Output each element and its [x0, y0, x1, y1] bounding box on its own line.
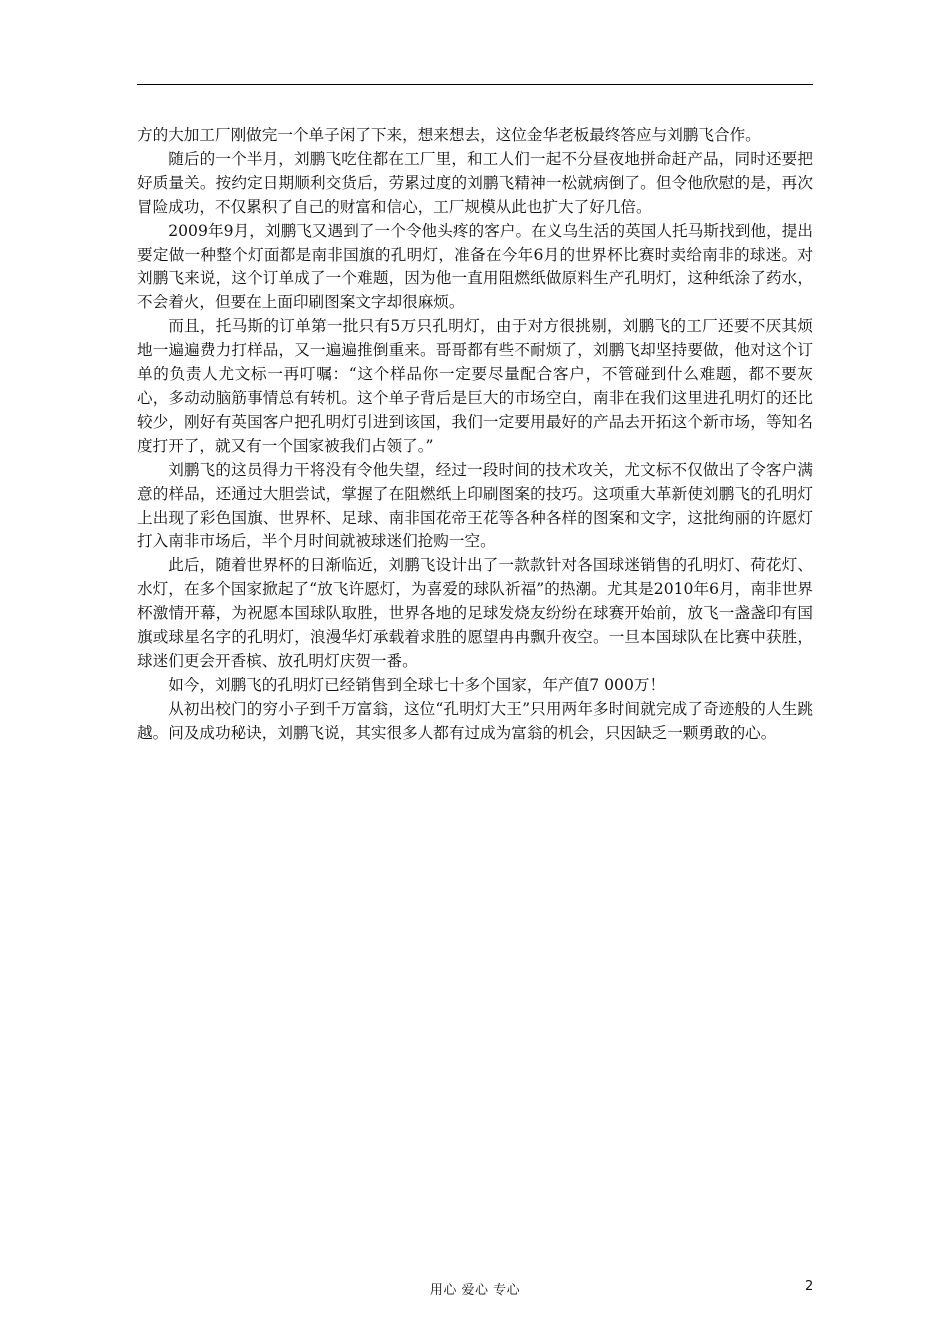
footer-motto: 用心 爱心 专心 [429, 1283, 521, 1298]
paragraph: 随后的一个半月，刘鹏飞吃住都在工厂里，和工人们一起不分昼夜地拼命赶产品，同时还要把好质量关。按约定日期顺利交货后，劳累过度的刘鹏飞精神一松就病倒了。但令他欣慰的是，再次冒险成功，不仅累积了自己的财富和信心，工厂规模从此也扩大了好几倍。 [137, 149, 813, 216]
paragraph: 刘鹏飞的这员得力干将没有令他失望，经过一段时间的技术攻关，尤文标不仅做出了令客户满意的样品，还通过大胆尝试，掌握了在阻燃纸上印刷图案的技巧。这项重大革新使刘鹏飞的孔明灯上出现了彩色国旗、世界杯、足球、南非国花帝王花等各种各样的图案和文字，这批绚丽的许愿灯打入南非市场后，半个月时间就被球迷们抢购一空。 [137, 460, 813, 551]
paragraph: 2009年9月，刘鹏飞又遇到了一个令他头疼的客户。在义乌生活的英国人托马斯找到他，提出要定做一种整个灯面都是南非国旗的孔明灯，准备在今年6月的世界杯比赛时卖给南非的球迷。对刘鹏飞来说，这个订单成了一个难题，因为他一直用阻燃纸做原料生产孔明灯，这种纸涂了药水，不会着火，但要在上面印刷图案文字却很麻烦。 [137, 221, 813, 312]
paragraph-continued: 方的大加工厂刚做完一个单子闲了下来，想来想去，这位金华老板最终答应与刘鹏飞合作。 [137, 126, 761, 144]
paragraph: 如今，刘鹏飞的孔明灯已经销售到全球七十多个国家，年产值7 000万！ [168, 675, 666, 694]
paragraph: 而且，托马斯的订单第一批只有5万只孔明灯，由于对方很挑剔，刘鹏飞的工厂还要不厌其烦地一遍遍费力打样品，又一遍遍推倒重来。哥哥都有些不耐烦了，刘鹏飞却坚持要做，他对这个订单的负责人尤文标一再叮嘱：“这个样品你一定要尽量配合客户，不管碰到什么难题，都不要灰心，多动动脑筋事情总有转机。这个单子背后是巨大的市场空白，南非在我们这里进孔明灯的还比较少，刚好有英国客户把孔明灯引进到该国，我们一定要用最好的产品去开拓这个新市场，等知名度打开了，就又有一个国家被我们占领了。” [137, 317, 813, 455]
page-footer [0, 1279, 950, 1299]
page-number: 2 [805, 1279, 814, 1294]
paragraph: 从初出校门的穷小子到千万富翁，这位“孔明灯大王”只用两年多时间就完成了奇迹般的人生跳越。问及成功秘诀，刘鹏飞说，其实很多人都有过成为富翁的机会，只因缺乏一颗勇敢的心。 [137, 699, 813, 742]
article-body [137, 124, 813, 746]
paragraph: 此后，随着世界杯的日渐临近，刘鹏飞设计出了一款款针对各国球迷销售的孔明灯、荷花灯、水灯，在多个国家掀起了“放飞许愿灯，为喜爱的球队祈福”的热潮。尤其是2010年6月，南非世界杯激情开幕，为祝愿本国球队取胜，世界各地的足球发烧友纷纷在球赛开始前，放飞一盏盏印有国旗或球星名字的孔明灯，浪漫华灯承载着求胜的愿望冉冉飘升夜空。一旦本国球队在比赛中获胜，球迷们更会开香槟、放孔明灯庆贺一番。 [137, 556, 813, 670]
header-rule [137, 84, 813, 85]
